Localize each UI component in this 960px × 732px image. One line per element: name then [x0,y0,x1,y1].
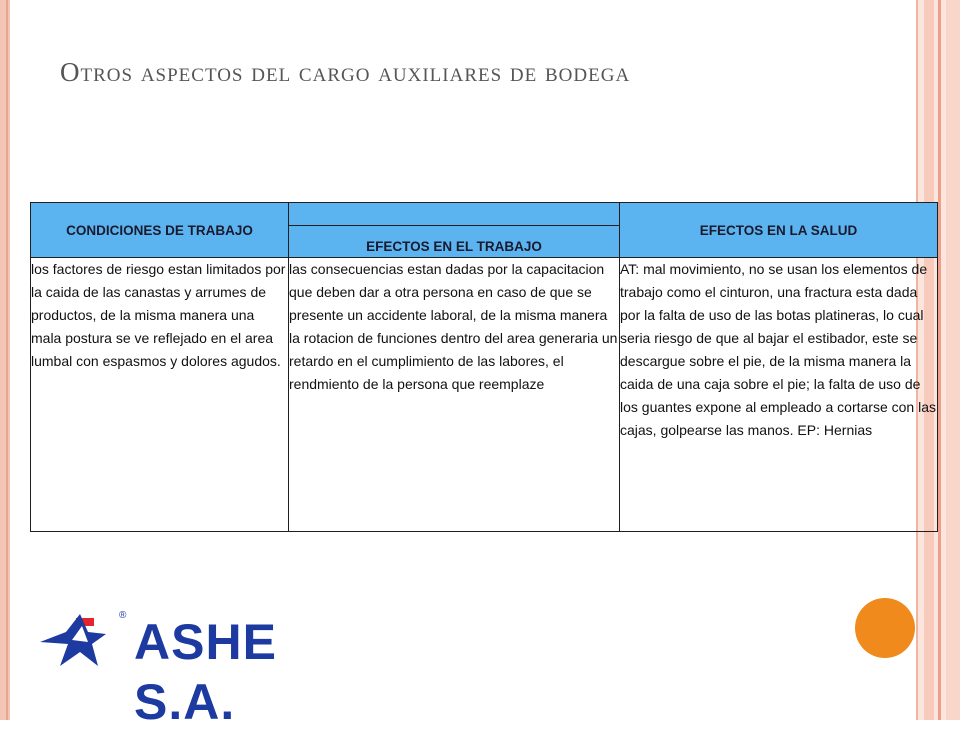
left-decorative-stripe [0,0,10,720]
logo-wordmark: ASHE S.A. [134,614,277,730]
header-efectos-salud: EFECTOS EN LA SALUD [620,203,938,258]
cell-efectos-trabajo: las consecuencias estan dadas por la capacitacion que deben dar a otra persona en caso de que se presente un accidente laboral, de la misma manera la rotacion de funciones dentro del area generaria un retardo en el cumplimiento de las labores, el rendmiento de la persona que reemplaze [289,258,620,532]
cell-efectos-salud: AT: mal movimiento, no se usan los elementos de trabajo como el cinturon, una fractura esta dada por la falta de uso de las botas platineras, lo cual seria riesgo de que al bajar el estibador, este se descargue sobre el pie, de la misma manera la caida de una caja sobre el pie; la falta de uso de los guantes expone al empleado a cortarse con las cajas, golpearse las manos. EP: Hernias [620,258,938,532]
registered-mark: ® [119,610,127,621]
ashe-logo [36,610,376,730]
header-condiciones: CONDICIONES DE TRABAJO [31,203,289,258]
orange-accent-circle [855,598,915,658]
slide-title: Otros aspectos del cargo auxiliares de bodega [60,57,631,87]
cell-condiciones: los factores de riesgo estan limitados por la caida de las canastas y arrumes de productos, de la misma manera una mala postura se ve reflejado en el area lumbal con espasmos y dolores agudos. [31,258,289,532]
header-efectos-trabajo: EFECTOS EN EL TRABAJO [289,226,620,258]
ashe-star-logo-icon [36,612,131,672]
header-blank-cell [289,203,620,226]
cargo-aspects-table [30,202,938,532]
